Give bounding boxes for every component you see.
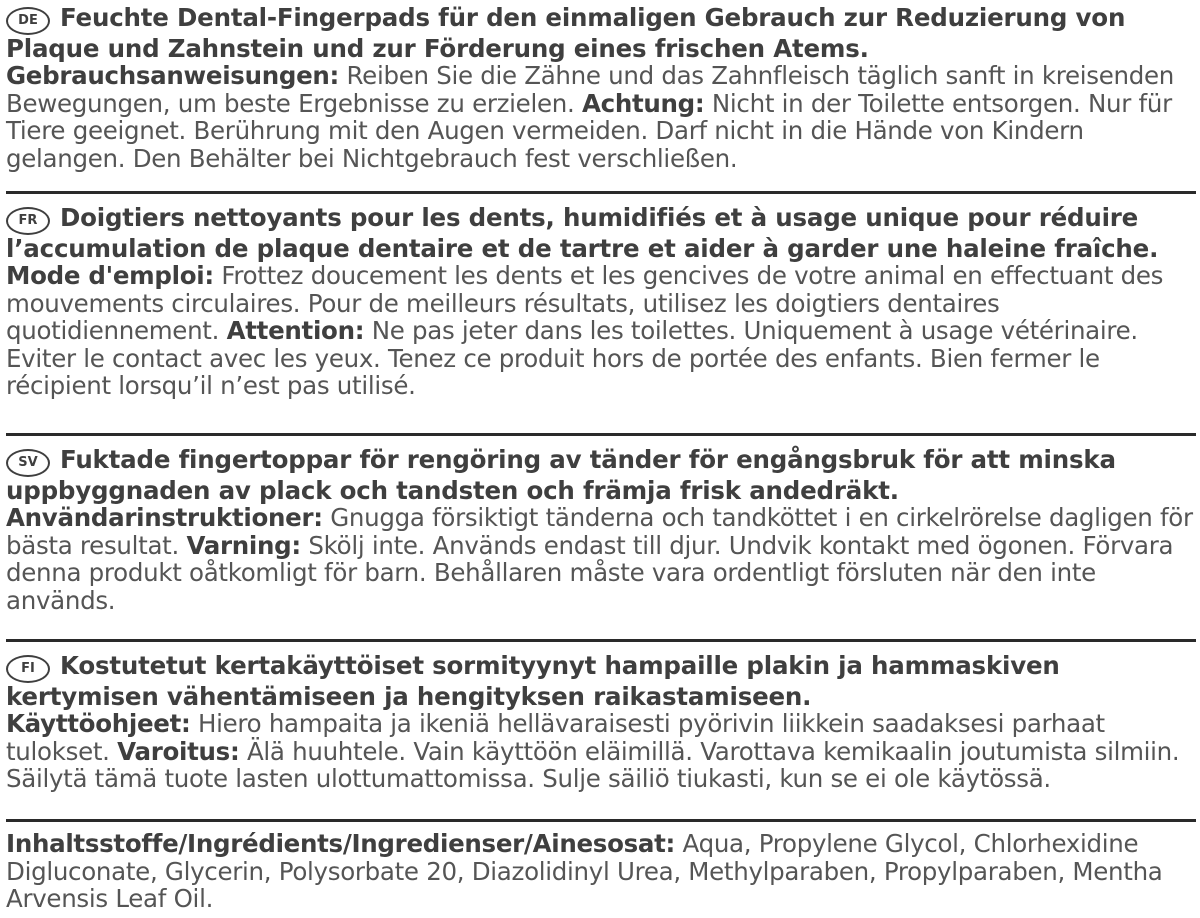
title-text: Feuchte Dental-Fingerpads für den einmaligen Gebrauch zur Reduzierung von Plaque und Zahnstein und zur Förderung eines frischen Atems. (6, 3, 1126, 63)
usage-text: Reiben Sie die Zähne und das Zahnfleisch täglich sanft in kreisenden Bewegungen, um beste Ergebnisse zu erzielen. (6, 61, 1174, 118)
language-badge-sv: SV (6, 449, 50, 477)
usage-label: Käyttöohjeet: (6, 709, 191, 738)
language-badge-de: DE (6, 7, 50, 35)
section-ingredients (6, 822, 1196, 915)
usage-label: Mode d'emploi: (6, 261, 214, 290)
usage-label: Användarinstruktioner: (6, 503, 323, 532)
warning-label: Attention: (226, 316, 365, 345)
section-title (6, 204, 1194, 262)
ingredients-text: Aqua, Propylene Glycol, Chlorhexidine Digluconate, Glycerin, Polysorbate 20, Diazolidinyl Urea, Methylparaben, Propylparaben, Mentha Arvensis Leaf Oil. (6, 829, 1163, 913)
usage-text: Frottez doucement les dents et les gencives de votre animal en effectuant des mouvements circulaires. Pour de meilleurs résultats, utilisez les doigtiers dentaires quotidiennement. (6, 261, 1164, 345)
warning-text: Nicht in der Toilette entsorgen. Nur für Tiere geeignet. Berührung mit den Augen vermeiden. Darf nicht in die Hände von Kindern gelangen. Den Behälter bei Nichtgebrauch fest verschließen. (6, 88, 1172, 173)
warning-label: Achtung: (581, 88, 705, 118)
ingredients-body (6, 830, 1194, 913)
section-body (6, 710, 1194, 793)
warning-text: Ne pas jeter dans les toilettes. Uniquement à usage vétérinaire. Eviter le contact avec les yeux. Tenez ce produit hors de portée des enfants. Bien fermer le récipient lorsqu’il n’est pas utilisé. (6, 316, 1138, 400)
section-body (6, 504, 1194, 614)
language-badge-fi: FI (6, 655, 50, 683)
ingredients-label: Inhaltsstoffe/Ingrédients/Ingredienser/Ainesosat: (6, 829, 676, 858)
usage-label: Gebrauchsanweisungen: (6, 61, 340, 90)
warning-text: Älä huuhtele. Vain käyttöön eläimillä. Varottava kemikaalin joutumista silmiin. Säilytä tämä tuote lasten ulottumattomissa. Sulje säiliö tiukasti, kun se ei ole käytössä. (6, 736, 1180, 793)
usage-text: Hiero hampaita ja ikeniä hellävaraisesti pyörivin liikkein saadaksesi parhaat tulokset. (6, 709, 1105, 766)
title-text: Doigtiers nettoyants pour les dents, humidifiés et à usage unique pour réduire l’accumulation de plaque dentaire et de tartre et aider à garder une haleine fraîche. (6, 203, 1159, 263)
title-text: Kostutetut kertakäyttöiset sormityynyt hampaille plakin ja hammaskiven kertymisen vähentämiseen ja hengityksen raikastamiseen. (6, 651, 1060, 711)
warning-text: Skölj inte. Används endast till djur. Undvik kontakt med ögonen. Förvara denna produkt oåtkomligt för barn. Behållaren måste vara ordentligt försluten när den inte används. (6, 530, 1174, 615)
section-german (6, 4, 1196, 194)
section-body (6, 62, 1194, 172)
section-french (6, 194, 1196, 436)
title-text: Fuktade fingertoppar för rengöring av tänder för engångsbruk för att minska uppbyggnaden av plack och tandsten och främja frisk andedräkt. (6, 445, 1116, 505)
usage-text: Gnugga försiktigt tänderna och tandköttet i en cirkelrörelse dagligen för bästa resultat. (6, 503, 1193, 560)
section-title (6, 4, 1194, 62)
section-swedish (6, 436, 1196, 642)
warning-label: Varning: (186, 530, 301, 560)
section-title (6, 446, 1194, 504)
section-title (6, 652, 1194, 710)
language-badge-fr: FR (6, 207, 50, 235)
section-body (6, 262, 1194, 400)
warning-label: Varoitus: (117, 736, 240, 766)
section-finnish (6, 642, 1196, 822)
